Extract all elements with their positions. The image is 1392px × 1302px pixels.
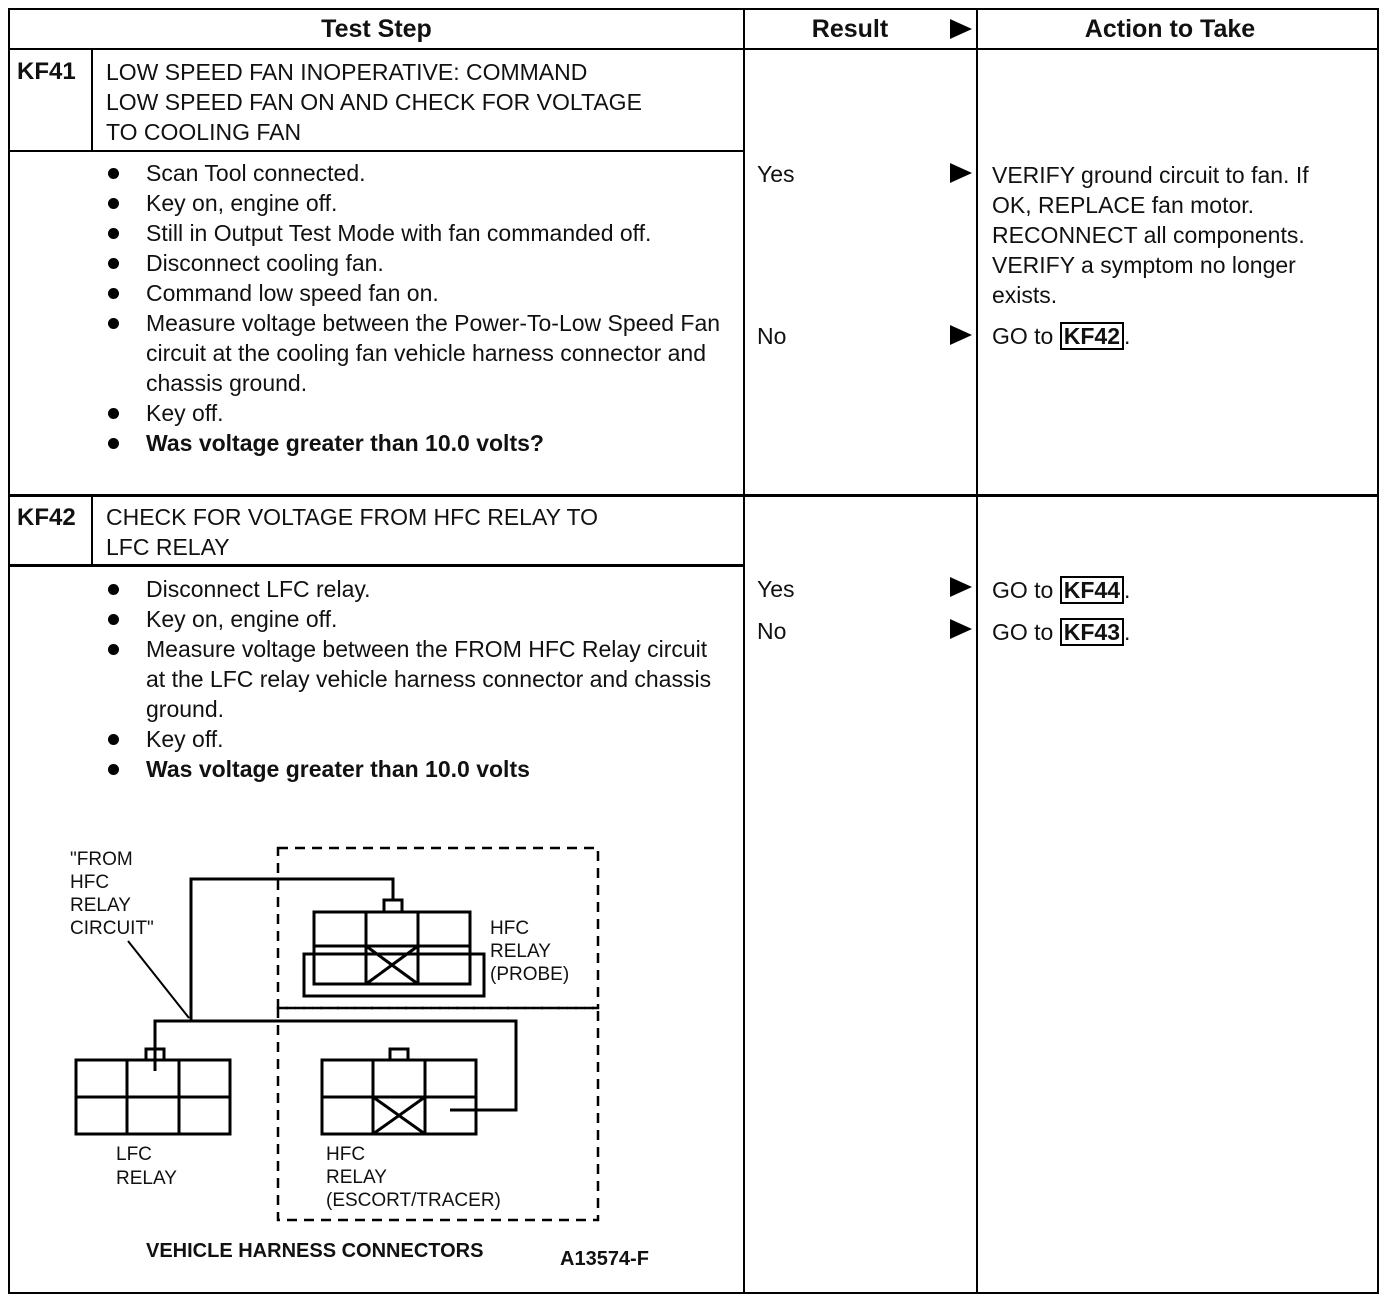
kf42-result-no: No <box>757 618 787 644</box>
kf42-action-yes: GO to KF44 . <box>992 577 1131 603</box>
figure-id: A13574-F <box>560 1248 649 1270</box>
header-action: Action to Take <box>1084 14 1256 43</box>
lfc-connector <box>76 1049 230 1134</box>
table-bottom-border <box>8 1292 1379 1294</box>
list-item: Key off. <box>104 398 724 428</box>
header-test-step: Test Step <box>321 14 432 43</box>
hfc-relay-probe-label: HFC RELAY (PROBE) <box>490 918 570 985</box>
hfc-probe-connector <box>304 900 484 996</box>
col-divider-result <box>743 8 745 1294</box>
header-arrow-icon <box>950 19 972 39</box>
kf42-action-no: GO to KF43 . <box>992 619 1131 645</box>
lfc-relay-label: LFC RELAY <box>116 1144 177 1189</box>
kf42-title: CHECK FOR VOLTAGE FROM HFC RELAY TO LFC RELAY <box>106 504 599 560</box>
hfc-escort-dashed-box <box>278 1008 598 1220</box>
kf41-title: LOW SPEED FAN INOPERATIVE: COMMAND LOW SPEED FAN ON AND CHECK FOR VOLTAGE TO COOLING FAN <box>106 59 642 145</box>
list-item: Scan Tool connected. <box>104 158 724 188</box>
kf41-action-yes: VERIFY ground circuit to fan. If OK, REPLACE fan motor. RECONNECT all components. VERIFY a symptom no longer exists. <box>992 162 1309 308</box>
hfc-escort-connector <box>322 1049 476 1134</box>
from-hfc-relay-circuit-label: "FROM HFC RELAY CIRCUIT" <box>70 849 154 939</box>
arrow-icon <box>950 163 972 183</box>
list-item: Disconnect cooling fan. <box>104 248 724 278</box>
kf42-code: KF42 <box>17 504 76 531</box>
diagram-caption: VEHICLE HARNESS CONNECTORS <box>146 1240 484 1262</box>
list-item: Command low speed fan on. <box>104 278 724 308</box>
list-item: Key on, engine off. <box>104 188 724 218</box>
list-item: Was voltage greater than 10.0 volts <box>104 754 724 784</box>
arrow-icon <box>950 577 972 597</box>
hfc-relay-escort-label: HFC RELAY (ESCORT/TRACER) <box>326 1144 501 1211</box>
list-item: Was voltage greater than 10.0 volts? <box>104 428 724 458</box>
arrow-icon <box>950 619 972 639</box>
table-right-border <box>1377 8 1379 1294</box>
kf42-result-yes: Yes <box>757 576 795 602</box>
arrow-icon <box>950 325 972 345</box>
kf41-result-no: No <box>757 323 787 349</box>
ref-link-kf42[interactable]: KF42 <box>1060 322 1124 350</box>
ref-link-kf44[interactable]: KF44 <box>1060 576 1124 604</box>
kf41-result-yes: Yes <box>757 161 795 187</box>
list-item: Measure voltage between the Power-To-Low Speed Fan circuit at the cooling fan vehicle harness connector and chassis ground. <box>104 308 724 398</box>
kf41-action-no: GO to KF42 . <box>992 323 1131 349</box>
kf41-code: KF41 <box>17 58 76 85</box>
list-item: Disconnect LFC relay. <box>104 574 724 604</box>
list-item: Measure voltage between the FROM HFC Relay circuit at the LFC relay vehicle harness connector and chassis ground. <box>104 634 724 724</box>
header-result: Result <box>811 14 889 43</box>
col-divider-action <box>976 8 978 1294</box>
list-item: Still in Output Test Mode with fan commanded off. <box>104 218 724 248</box>
ref-link-kf43[interactable]: KF43 <box>1060 618 1124 646</box>
list-item: Key on, engine off. <box>104 604 724 634</box>
from-label-pointer <box>128 941 189 1018</box>
wire-from-hfc-probe <box>191 879 393 1021</box>
list-item: Key off. <box>104 724 724 754</box>
